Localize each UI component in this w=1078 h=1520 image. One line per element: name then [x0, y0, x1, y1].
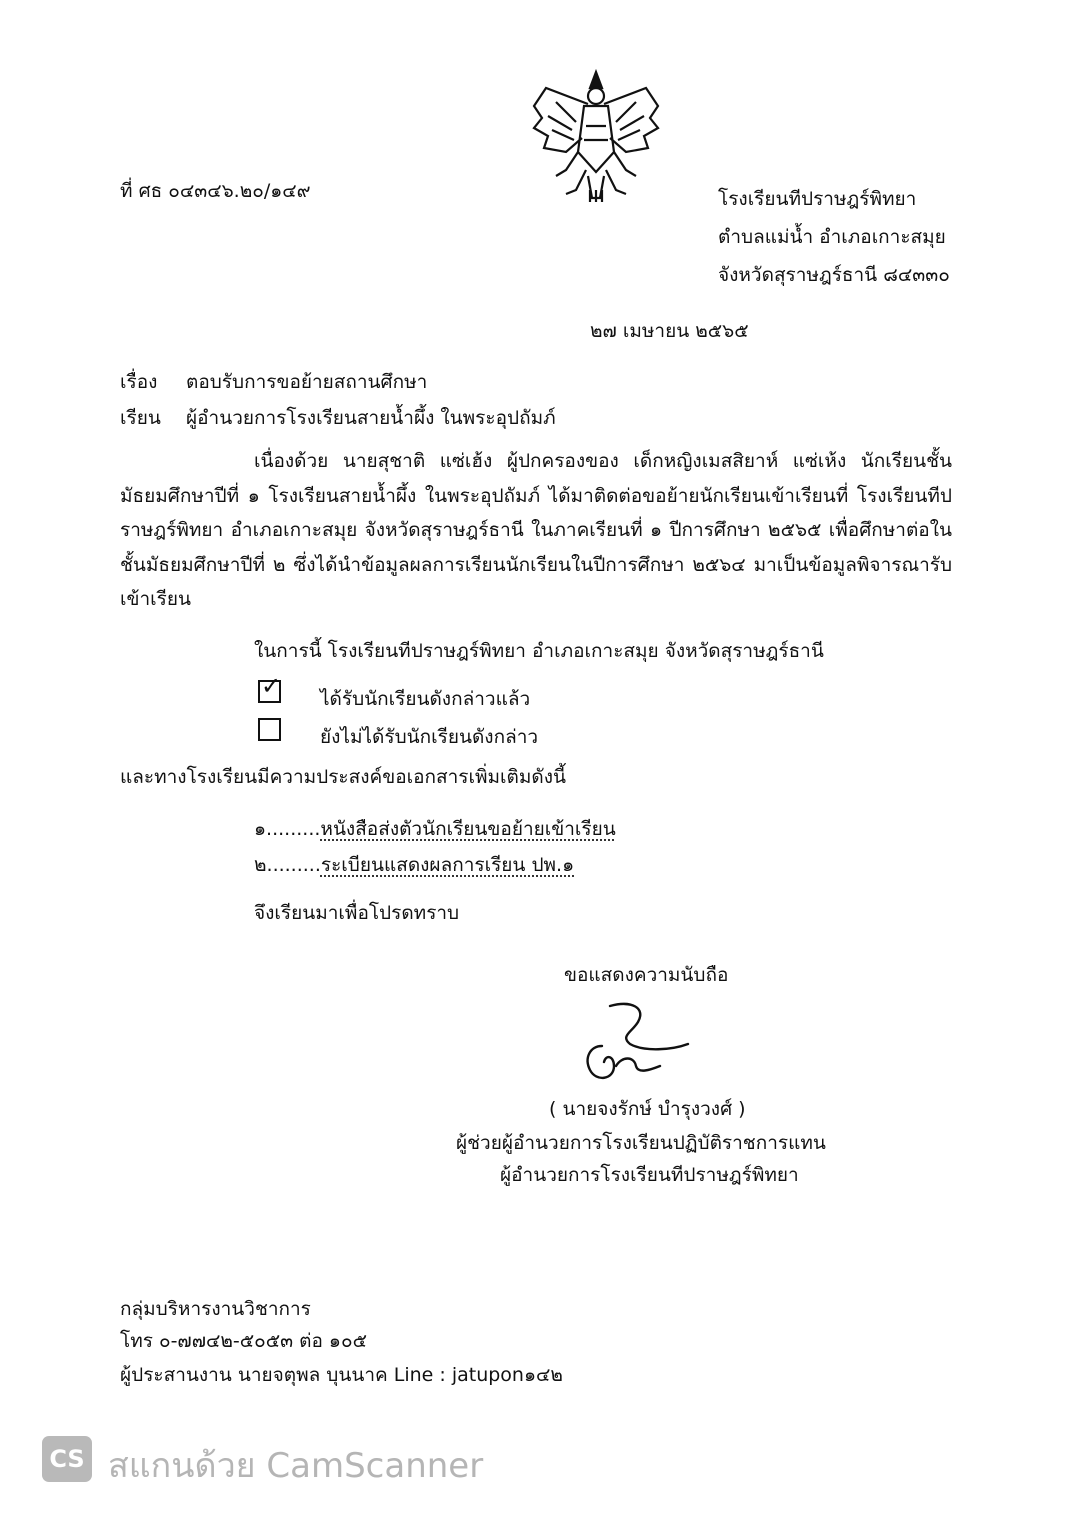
checkbox-not-accepted [258, 718, 281, 741]
subject-text: ตอบรับการขอย้ายสถานศึกษา [186, 371, 428, 393]
camscanner-logo-icon: CS [42, 1436, 92, 1482]
sender-address-line: ตำบลแม่น้ำ อำเภอเกาะสมุย [718, 226, 946, 248]
document-date: ๒๗ เมษายน ๒๕๖๕ [590, 320, 749, 342]
request-line: และทางโรงเรียนมีความประสงค์ขอเอกสารเพิ่มเติมดังนี้ [120, 766, 567, 788]
document-item-text: ระเบียนแสดงผลการเรียน ปพ.๑ [320, 854, 575, 876]
recipient-text: ผู้อำนวยการโรงเรียนสายน้ำผึ้ง ในพระอุปถัมภ์ [186, 407, 556, 429]
document-number: ที่ ศธ ๐๔๓๔๖.๒๐/๑๔๙ [120, 180, 311, 202]
body-paragraph-2: ในการนี้ โรงเรียนทีปราษฎร์พิทยา อำเภอเกาะสมุย จังหวัดสุราษฎร์ธานี [254, 640, 824, 662]
document-item-text: หนังสือส่งตัวนักเรียนขอย้ายเข้าเรียน [320, 818, 616, 840]
regards: ขอแสดงความนับถือ [564, 964, 729, 986]
option-not-accepted-label: ยังไม่ได้รับนักเรียนดังกล่าว [320, 726, 539, 748]
sender-province-line: จังหวัดสุราษฎร์ธานี ๘๔๓๓๐ [718, 264, 950, 286]
checkbox-accepted [258, 672, 282, 703]
closing-request: จึงเรียนมาเพื่อโปรดทราบ [254, 902, 460, 924]
signer-name: ( นายจงรักษ์ บำรุงวงศ์ ) [549, 1098, 746, 1120]
document-item-2 [254, 850, 574, 880]
sender-school-name: โรงเรียนทีปราษฎร์พิทยา [718, 188, 917, 210]
recipient-label: เรียน [120, 407, 161, 429]
document-item-number: ๒......... [254, 854, 321, 876]
footer-coordinator: ผู้ประสานงาน นายจตุพล บุนนาค Line : jatupon๑๔๒ [120, 1364, 563, 1386]
checkmark-icon: ✓ [261, 672, 282, 700]
document-item-number: ๑......... [254, 818, 321, 840]
signer-title-2: ผู้อำนวยการโรงเรียนทีปราษฎร์พิทยา [500, 1164, 799, 1186]
signer-title-1: ผู้ช่วยผู้อำนวยการโรงเรียนปฏิบัติราชการแทน [456, 1132, 826, 1154]
garuda-emblem-icon [526, 66, 666, 204]
handwritten-signature [580, 1000, 690, 1092]
camscanner-watermark: สแกนด้วย CamScanner [108, 1446, 484, 1486]
option-accepted-label: ได้รับนักเรียนดังกล่าวแล้ว [320, 688, 531, 710]
footer-department: กลุ่มบริหารงานวิชาการ [120, 1298, 311, 1320]
footer-phone: โทร ๐-๗๗๔๒-๕๐๕๓ ต่อ ๑๐๕ [120, 1330, 367, 1352]
body-paragraph: เนื่องด้วย นายสุชาติ แซ่เฮ้ง ผู้ปกครองของ เด็กหญิงเมสสิยาห์ แซ่เห้ง นักเรียนชั้นมัธยมศึกษาปีที่ ๑ โรงเรียนสายน้ำผึ้ง ในพระอุปถัมภ์ ได้มาติดต่อขอย้ายนักเรียนเข้าเรียนที่ โรงเรียนทีปราษฎร์พิทยา อำเภอเกาะสมุย จังหวัดสุราษฎร์ธานี ในภาคเรียนที่ ๑ ปีการศึกษา ๒๕๖๕ เพื่อศึกษาต่อในชั้นมัธยมศึกษาปีที่ ๒ ซึ่งได้นำข้อมูลผลการเรียนนักเรียนในปีการศึกษา ๒๕๖๔ มาเป็นข้อมูลพิจารณารับเข้าเรียน [120, 450, 952, 610]
document-item-1 [254, 814, 616, 844]
subject-label: เรื่อง [120, 371, 158, 393]
